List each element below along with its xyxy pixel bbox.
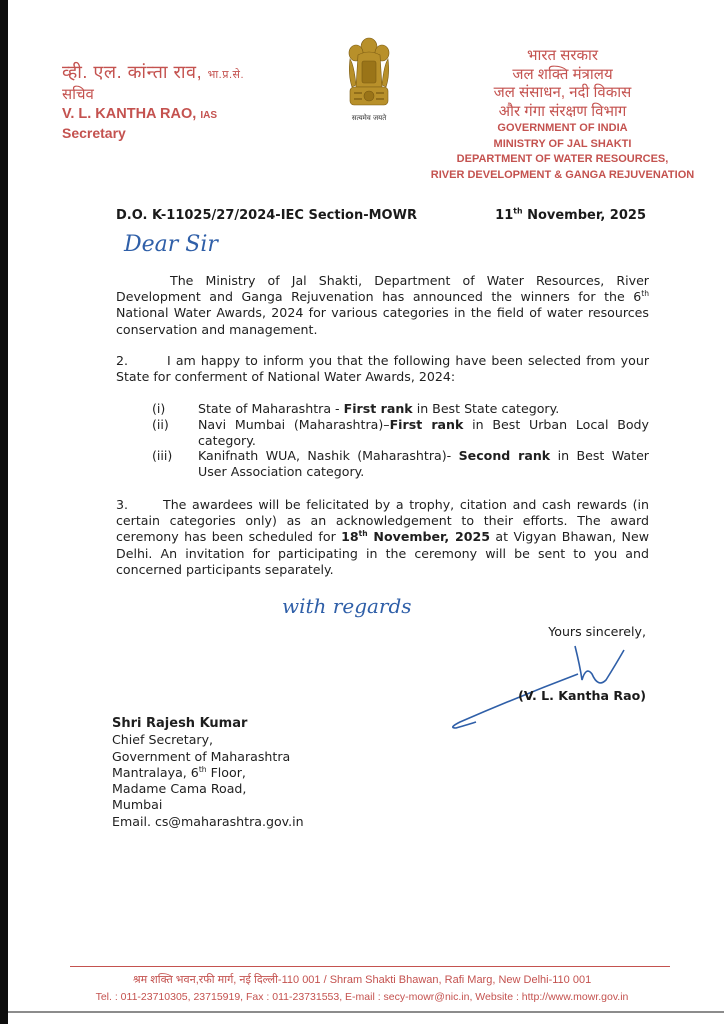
national-emblem <box>338 35 400 127</box>
addressee-email: Email. cs@maharashtra.gov.in <box>112 813 304 829</box>
addressee-city: Mumbai <box>112 797 163 813</box>
reference-line <box>116 208 646 223</box>
footer-divider <box>70 966 670 967</box>
letterhead-footer <box>0 972 724 1006</box>
addressee-block <box>112 716 304 830</box>
sender-title-hindi: सचिव <box>62 86 94 103</box>
footer-address: श्रम शक्ति भवन,रफी मार्ग, नई दिल्ली-110 001 / Shram Shakti Bhawan, Rafi Marg, New Delhi-110 001 <box>132 974 592 986</box>
paragraph-2: 2. I am happy to inform you that the following have been selected from your State for conferment of National Water Awards, 2024: <box>116 353 649 385</box>
addressee-designation: Chief Secretary, <box>112 732 214 748</box>
emblem-motto: सत्यमेव जयते <box>351 114 387 122</box>
sender-block <box>62 61 244 142</box>
paragraph-3: 3. The awardees will be felicitated by a trophy, citation and cash rewards (in certain categories only) as an acknowledgement to their efforts. The award ceremony has been scheduled for 18th November, 2025 at Vigyan Bhawan, New Delhi. An invitation for participating in the ceremony will be sent to you and concerned participants separately. <box>116 497 649 577</box>
closing-line: Yours sincerely, <box>548 624 646 639</box>
addressee-address-line: Mantralaya, 6th Floor, <box>112 764 246 780</box>
national-emblem-icon <box>344 35 394 113</box>
paragraph-number: 3. <box>116 497 129 512</box>
scan-left-edge <box>0 0 8 1024</box>
sender-name-hindi: व्ही. एल. कांन्ता राव, भा.प्र.से. <box>62 62 245 82</box>
org-hindi-line: और गंगा संरक्षण विभाग <box>498 102 627 120</box>
org-hindi-line: जल संसाधन, नदी विकास <box>493 84 632 101</box>
page-bottom-edge <box>8 1011 724 1013</box>
org-english-line: GOVERNMENT OF INDIA <box>497 122 628 134</box>
org-english-line: RIVER DEVELOPMENT & GANGA REJUVENATION <box>430 168 695 181</box>
org-english-line: MINISTRY OF JAL SHAKTI <box>493 137 632 150</box>
org-hindi-line: भारत सरकार <box>526 47 599 64</box>
award-item: (i) State of Maharashtra - First rank in Best State category. <box>152 401 560 416</box>
footer-contact: Tel. : 011-23710305, 23715919, Fax : 011-23731553, E-mail : secy-mowr@nic.in, Website : http://www.mowr.gov.in <box>95 991 629 1003</box>
addressee-organization: Government of Maharashtra <box>112 748 291 764</box>
sender-title-english: Secretary <box>62 125 126 141</box>
org-hindi-line: जल शक्ति मंत्रालय <box>512 65 613 83</box>
handwritten-salutation: Dear Sir <box>124 232 218 257</box>
org-english-line: DEPARTMENT OF WATER RESOURCES, <box>456 153 669 165</box>
paragraph-1: The Ministry of Jal Shakti, Department of Water Resources, River Development and Ganga Rejuvenation has announced the winners for the 6th National Water Awards, 2024 for various categories in the field of water resources conservation and management. <box>116 273 649 337</box>
awards-list <box>152 401 649 480</box>
paragraph-number: 2. <box>116 353 129 368</box>
sender-name-english: V. L. KANTHA RAO, IAS <box>62 106 217 122</box>
signer-name: (V. L. Kantha Rao) <box>518 688 646 703</box>
award-item: (ii) Navi Mumbai (Maharashtra)–First rank in Best Urban Local Body category. <box>152 416 649 448</box>
award-item: (iii) Kanifnath WUA, Nashik (Maharashtra)- Second rank in Best Water User Association category. <box>152 448 649 480</box>
addressee-address-line: Madame Cama Road, <box>112 781 247 797</box>
addressee-name: Shri Rajesh Kumar <box>112 716 248 731</box>
handwritten-regards: with regards <box>282 594 412 618</box>
letter-date: 11th November, 2025 <box>495 206 646 223</box>
reference-number: D.O. K-11025/27/2024-IEC Section-MOWR <box>116 208 417 223</box>
organization-block <box>420 47 705 183</box>
